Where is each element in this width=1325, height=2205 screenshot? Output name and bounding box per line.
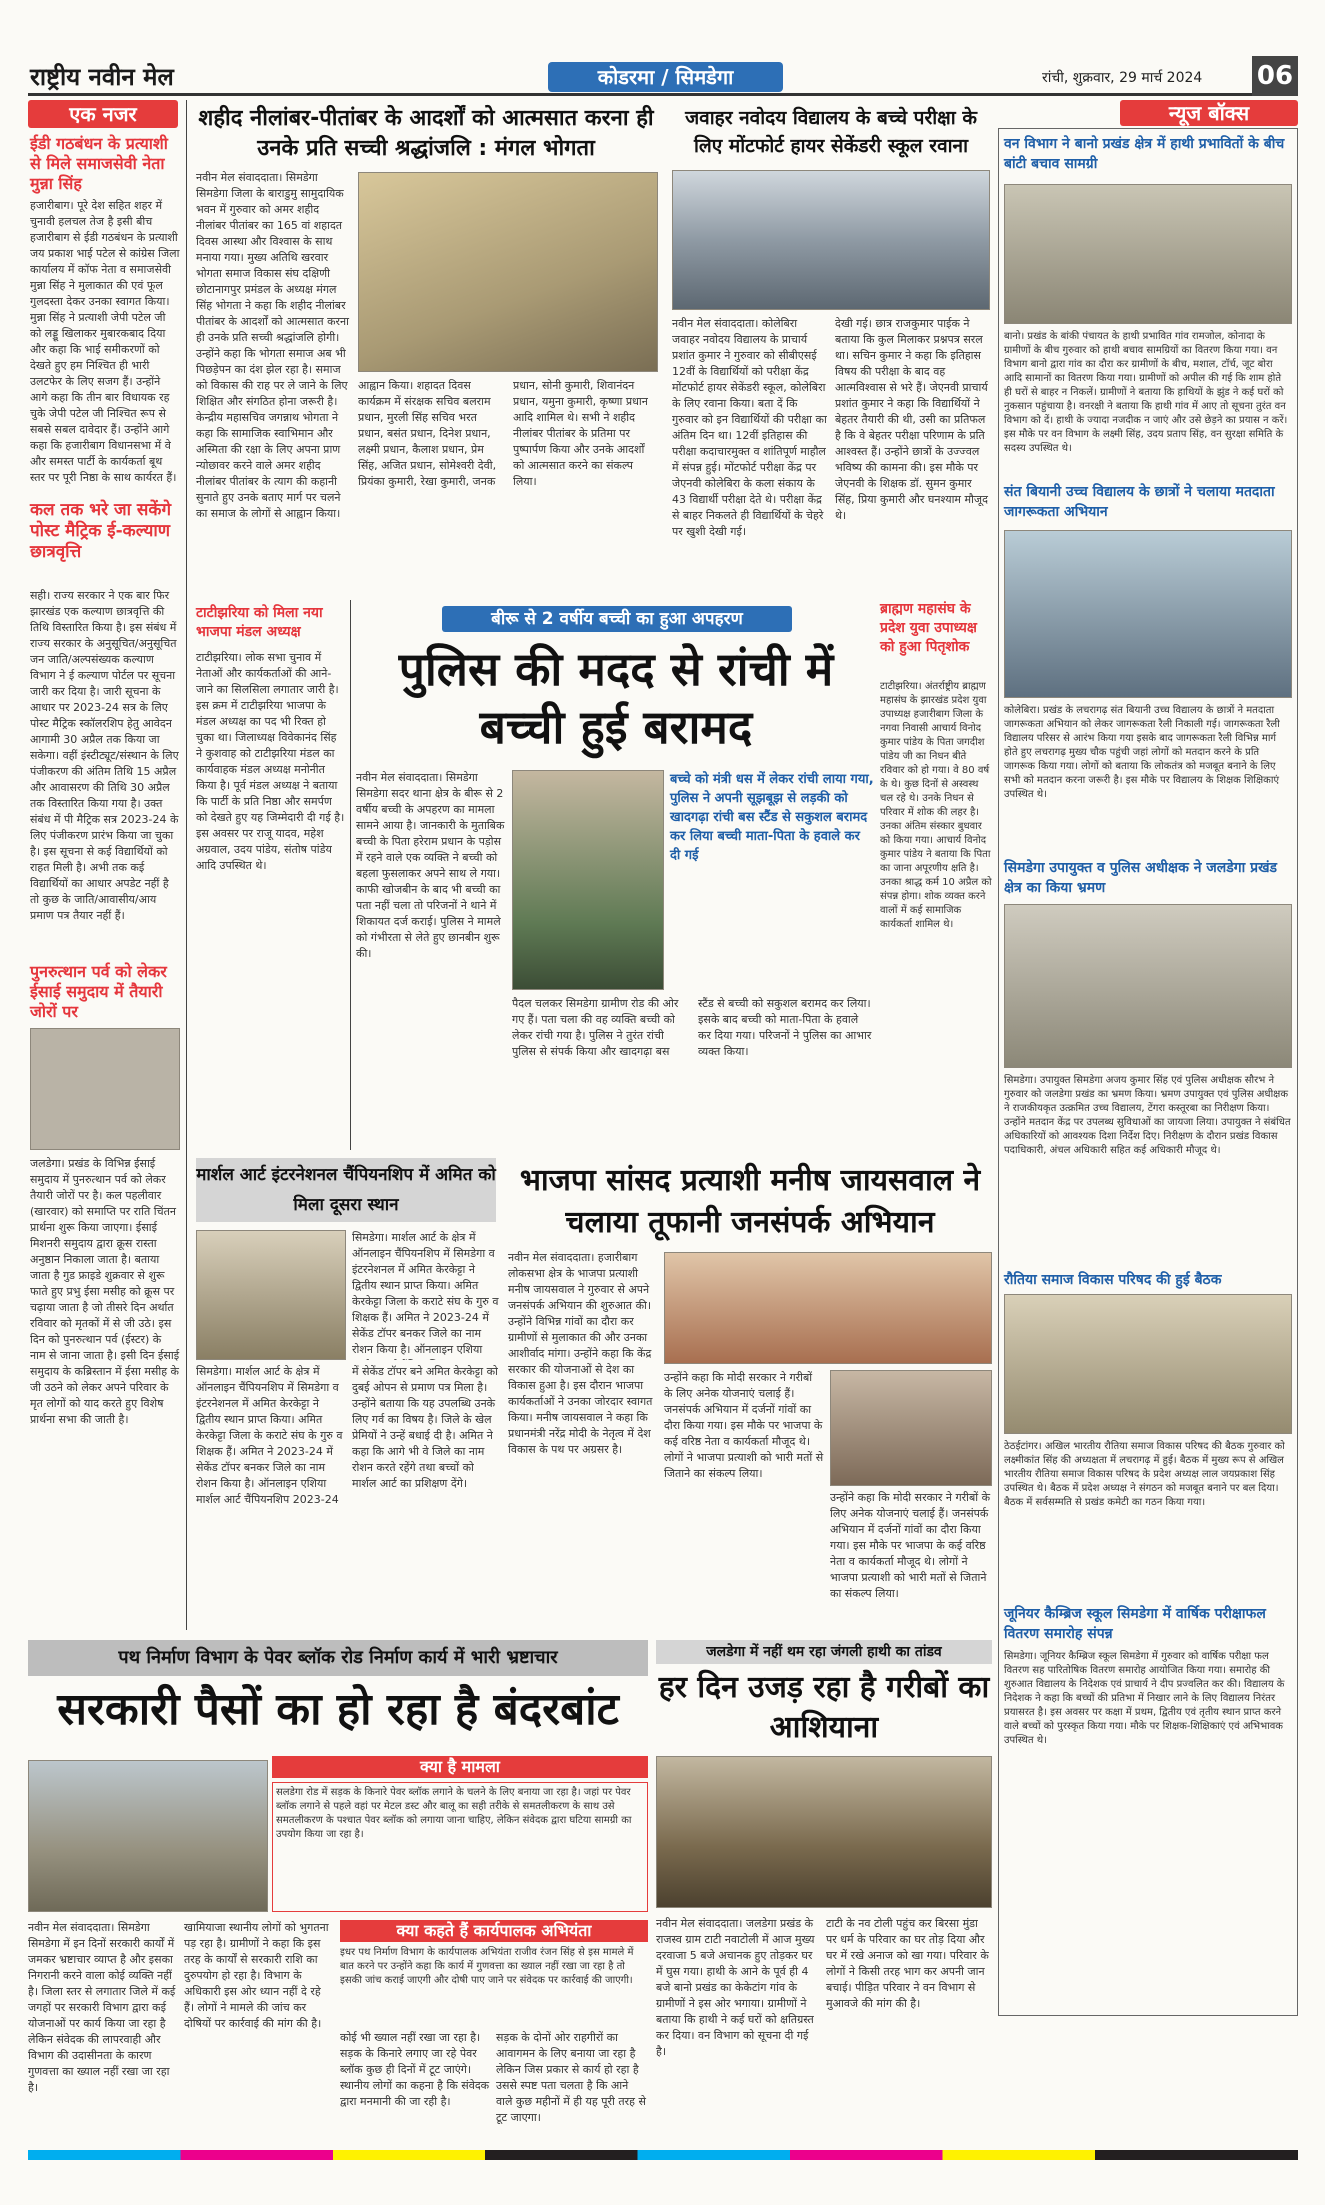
story-body: हजारीबाग। पूरे देश सहित शहर में चुनावी हलचल तेज है इसी बीच हजारीबाग से ईडी गठबंधन के प्रत्याशी जय प्रकाश भाई पटेल से कांग्रेस जिला कार्यालय में कॉफ नेता व समाजसेवी मुन्ना सिंह ने मुलाकात की एवं फूल गुलदस्ता देकर उनका स्वागत किया। मुन्ना सिंह ने प्रत्याशी जेपी पटेल जी को लड्डू खिलाकर मुबारकबाद दिया और कहा कि भाई समीकरणों को देखते हुए हम निश्चित ही भारी उलटफेर के लिए सजग हैं। उन्होंने आगे कहा कि तीन बार विधायक रह चुके जेपी पटेल जी निश्चित रूप से सबसे सबल दावेदार हैं। उन्होंने आगे कहा कि हजारीबाग विधानसभा में वे और समस्त पार्टी के कार्यकर्ता बूथ स्तर पर पूरी निष्ठा के साथ कार्यरत हैं। — [30, 199, 180, 484]
kya-hai-mamla-body: सलडेगा रोड में सड़क के किनारे पेवर ब्लॉक लगाने के चलने के लिए बनाया जा रहा है। जहां पर पेवर ब्लॉक लगाने से पहले वहां पर मेटल डस्ट और बालू का सही तरीके से समतलीकरण के साथ उसे समतलीकरण के पश्चात पेवर ब्लॉक को लगाया जाना चाहिए, लेकिन संवेदक द्वारा घटिया सामग्री का उपयोग किया जा रहा है। — [272, 1782, 648, 1912]
column-divider — [186, 100, 187, 1630]
news-box-body: सिमडेगा। जूनियर कैम्ब्रिज स्कूल सिमडेगा में गुरुवार को वार्षिक परीक्षा फल वितरण सह पारितोषिक वितरण समारोह आयोजित किया गया। समारोह की शुरुआत विद्यालय के निदेशक एवं प्राचार्य ने दीप प्रज्वलित कर की। विद्यालय के निदेशक ने कहा कि बच्चों की प्रतिभा में निखार लाने के लिए विद्यालय निरंतर प्रयासरत है। इस अवसर पर कक्षा में प्रथम, द्वितीय एवं तृतीय स्थान प्राप्त करने वाले बच्चों को पुरस्कृत किया गया। मौके पर शिक्षक-शिक्षिकाएं एवं अभिभावक उपस्थित थे। — [1004, 1651, 1285, 1746]
news-box-heading: वन विभाग ने बानो प्रखंड क्षेत्र में हाथी प्रभावितों के बीच बांटी बचाव सामग्री — [1004, 136, 1285, 172]
elephant-headline: हर दिन उजड़ रहा है गरीबों का आशियाना — [658, 1670, 990, 1745]
engineer-quote-label: क्या कहते हैं कार्यपालक अभियंता — [340, 1920, 648, 1942]
abduction-headline: पुलिस की मदद से रांची में बच्ची हुई बरामद — [398, 642, 834, 754]
news-box-heading: जूनियर कैम्ब्रिज स्कूल सिमडेगा में वार्षिक परीक्षाफल वितरण समारोह संपन्न — [1004, 1606, 1266, 1642]
tribute-photo — [358, 172, 658, 372]
bjp-body-continued: उन्होंने कहा कि मोदी सरकार ने गरीबों के लिए अनेक योजनाएं चलाई हैं। जनसंपर्क अभियान में दर्जनों गांवों का दौरा किया गया। इस मौके पर भाजपा के कई वरिष्ठ नेता व कार्यकर्ता मौजूद थे। लोगों ने भाजपा प्रत्याशी को भारी मतों से जिताने का संकल्प लिया। — [830, 1491, 991, 1600]
child-photo — [512, 770, 664, 990]
shahid-headline: शहीद नीलांबर-पीतांबर के आदर्शों को आत्मसात करना ही उनके प्रति सच्ची श्रद्धांजलि : मंगल भोगता — [198, 106, 654, 161]
story-heading: कल तक भरे जा सकेंगे पोस्ट मैट्रिक ई-कल्याण छात्रवृत्ति — [30, 500, 172, 562]
jnv-headline: जवाहर नवोदय विद्यालय के बच्चे परीक्षा के लिए मोंटफोर्ट हायर सेकेंडरी स्कूल रवाना — [685, 107, 977, 157]
news-box-heading: सिमडेगा उपायुक्त व पुलिस अधीक्षक ने जलडेगा प्रखंड क्षेत्र का किया भ्रमण — [1004, 860, 1278, 896]
road-body: नवीन मेल संवाददाता। सिमडेगा सिमडेगा में इन दिनों सरकारी कार्यों में जमकर भ्रष्टाचार व्याप्त है और इसका निगरानी करने वाला कोई व्यक्ति नहीं है। जिला स्तर से लगातार जिले में कई जगहों पर सरकारी विभाग द्वारा कई योजनाओं पर कार्य किया जा रहा है लेकिन संवेदक की लापरवाही और विभाग की उदासीनता के कारण गुणवत्ता का ख्याल नहीं रखा जा रहा है। — [28, 1921, 176, 2094]
section-label: कोडरमा / सिमडेगा — [548, 62, 783, 92]
damaged-house-photo — [656, 1756, 992, 1908]
road-body-continued: खामियाजा स्थानीय लोगों को भुगतना पड़ रहा है। ग्रामीणों ने कहा कि इस तरह के कार्यों से सरकारी राशि का दुरुपयोग हो रहा है। विभाग के अधिकारी इस ओर ध्यान नहीं दे रहे हैं। लोगों ने मामले की जांच कर दोषियों पर कार्रवाई की मांग की है। — [184, 1921, 329, 2030]
news-box-heading: रौतिया समाज विकास परिषद की हुई बैठक — [1004, 1272, 1222, 1288]
shahid-body-continued: आह्वान किया। शहादत दिवस कार्यक्रम में संरक्षक सचिव बलराम प्रधान, मुरली सिंह सचिव भरत प्रधान, बसंत प्रधान, दिनेश प्रधान, लक्ष्मी प्रधान, कैलाश प्रधान, प्रेम सिंह, अजित प्रधान, सोमेश्वरी देवी, प्रियंका कुमारी, रेखा कुमारी, जनक प्रधान, सोनी कुमारी, शिवानंदन प्रधान, यमुना कुमारी, कृष्णा प्रधान आदि शामिल थे। सभी ने शहीद नीलांबर पीतांबर के प्रतिमा पर पुष्पार्पण किया और उनके आदर्शों को आत्मसात करने का संकल्प लिया। — [358, 379, 648, 488]
pull-quote: बच्चे को मंत्री धस में लेकर रांची लाया गया, पुलिस ने अपनी सूझबूझ से लड़की को खादगढ़ा रांची बस स्टैंड से सकुशल बरामद कर लिया बच्ची माता-पिता के हवाले कर दी गई — [670, 772, 874, 863]
bjp-body-continued: उन्होंने कहा कि मोदी सरकार ने गरीबों के लिए अनेक योजनाएं चलाई हैं। जनसंपर्क अभियान में दर्जनों गांवों का दौरा किया गया। इस मौके पर भाजपा के कई वरिष्ठ नेता व कार्यकर्ता मौजूद थे। लोगों ने भाजपा प्रत्याशी को भारी मतों से जिताने का संकल्प लिया। — [664, 1371, 824, 1480]
abduction-body-continued: पैदल चलकर सिमडेगा ग्रामीण रोड की ओर गए हैं। पता चला की वह व्यक्ति बच्ची को लेकर रांची गया है। पुलिस ने तुरंत रांची पुलिस से संपर्क किया और खादगढ़ा बस स्टैंड से बच्ची को सकुशल बरामद कर लिया। इसके बाद बच्ची को माता-पिता के हवाले कर दिया गया। परिजनों ने पुलिस का आभार व्यक्त किया। — [512, 997, 872, 1058]
jnv-body: नवीन मेल संवाददाता। कोलेबिरा जवाहर नवोदय विद्यालय के प्राचार्य प्रशांत कुमार ने गुरुवार को सीबीएसई 12वीं के विद्यार्थियों को परीक्षा केंद्र मोंटफोर्ट हायर सेकेंडरी स्कूल, कोलेबिरा के लिए रवाना किया। बता दें कि गुरुवार को इन विद्यार्थियों की परीक्षा का अंतिम दिन था। 12वीं इतिहास की परीक्षा कदाचारमुक्त व शांतिपूर्ण माहौल में संपन्न हुई। मोंटफोर्ट परीक्षा केंद्र पर जेएनवी कोलेबिरा के कला संकाय के 43 विद्यार्थी परीक्षा देते थे। परीक्षा केंद्र से बाहर निकलते ही विद्यार्थियों के चेहरे पर खुशी देखी गई। — [672, 317, 827, 538]
meeting-photo — [1004, 1294, 1292, 1434]
road-headline: सरकारी पैसों का हो रहा है बंदरबांट — [57, 1684, 619, 1735]
jnv-body-continued: देखी गई। छात्र राजकुमार पाईक ने बताया कि कुल मिलाकर प्रश्नपत्र सरल था। सचिन कुमार ने कहा कि इतिहास विषय की परीक्षा के बाद वह आत्मविश्वास से भरे हैं। जेएनवी प्राचार्य प्रशांत कुमार ने कहा कि विद्यार्थियों ने बेहतर तैयारी की थी, उसी का प्रतिफल है कि वे बेहतर परीक्षा परिणाम के प्रति आश्वस्त हैं। उन्होंने छात्रों के उज्ज्वल भविष्य की कामना की। इस मौके पर जेएनवी के शिक्षक डॉ. सुमन कुमार सिंह, प्रिया कुमारी और घनश्याम मौजूद थे। — [835, 317, 988, 522]
print-color-strip — [28, 2150, 1298, 2160]
easter-procession-photo — [30, 1028, 180, 1150]
elephant-body: नवीन मेल संवाददाता। जलडेगा प्रखंड के राजस्व ग्राम टाटी नवाटोली में आज मुख्य दरवाजा 5 बजे अचानक हुए तोड़कर घर में घुस गया। हाथी के आने के पूर्व ही 4 बजे बानो प्रखंड का केकेटांग गांव के ग्रामीणों ने इस ओर भगाया। ग्रामीणों ने बताया कि हाथी ने कई घरों को क्षतिग्रस्त कर दिया। वन विभाग को सूचना दी गई है। — [656, 1917, 815, 2058]
story-heading: ब्राह्मण महासंघ के प्रदेश युवा उपाध्यक्ष को हुआ पितृशोक — [880, 601, 977, 655]
paver-road-photo — [28, 1760, 268, 1912]
martial-headline: मार्शल आर्ट इंटरनेशनल चैंपियनशिप में अमित को मिला दूसरा स्थान — [196, 1165, 496, 1215]
campaign-photo-2 — [830, 1370, 992, 1486]
news-box-body: ठेठईटांगर। अखिल भारतीय रौतिया समाज विकास परिषद की बैठक गुरुवार को लक्ष्मीकांत सिंह की अध्यक्षता में लचरागढ़ में हुई। बैठक में मुख्य रूप से अखिल भारतीय रौतिया समाज विकास परिषद के प्रदेश अध्यक्ष लाल जयप्रकाश सिंह उपस्थित थे। बैठक में प्रदेश अध्यक्ष ने संगठन को मजबूत बनाने पर बल दिया। बैठक में सर्वसम्मति से प्रखंड कमेटी का गठन किया गया। — [1004, 1441, 1285, 1508]
abduction-body: नवीन मेल संवाददाता। सिमडेगा सिमडेगा सदर थाना क्षेत्र के बीरू से 2 वर्षीय बच्ची के अपहरण का मामला सामने आया है। जानकारी के मुताबिक बच्ची के पिता हरेराम प्रधान के पड़ोस में रहने वाले एक व्यक्ति ने बच्ची को बहला फुसलाकर अपने साथ ले गया। काफी खोजबीन के बाद भी बच्ची का पता नहीं चला तो परिजनों ने थाने में शिकायत दर्ज कराई। पुलिस ने मामले को गंभीरता से लेते हुए छानबीन शुरू की। — [356, 771, 505, 960]
page-number: 06 — [1252, 56, 1298, 96]
forest-dept-photo — [1004, 184, 1292, 324]
story-body: टाटीझरिया। अंतर्राष्ट्रीय ब्राह्मण महासंघ के झारखंड प्रदेश युवा उपाध्यक्ष हजारीबाग जिला के नगवा निवासी आचार्य विनोद कुमार पांडेय के पिता जगदीश पांडेय जी का निधन बीते रविवार को हो गया। वे 80 वर्ष के थे। कुछ दिनों से अस्वस्थ चल रहे थे। उनके निधन से परिवार में शोक की लहर है। उनका अंतिम संस्कार बुधवार को किया गया। आचार्य विनोद कुमार पांडेय ने बताया कि पिता का जाना अपूरणीय क्षति है। उनका श्राद्ध कर्म 10 अप्रैल को संपन्न होगा। शोक व्यक्त करने वालों में कई सामाजिक कार्यकर्ता शामिल थे। — [880, 681, 992, 930]
news-box-body: कोलेबिरा। प्रखंड के लचरागढ़ संत बियानी उच्च विद्यालय के छात्रों ने मतदाता जागरूकता अभियान को लेकर जागरूकता रैली निकाली गई। जागरूकता रैली विद्यालय परिसर से आरंभ किया गया इसके बाद जागरूकता रैली विभिन्न मार्ग होते हुए लचरागढ़ मुख्य चौक पहुंची जहां लोगों को मतदान करने के प्रति जागरूक किया गया। लोगों को बताया कि लोकतंत्र को मजबूत बनाने के लिए सभी को मतदान करना जरूरी है। इस मौके पर विद्यालय के शिक्षक शिक्षिकाएं उपस्थित थे। — [1004, 705, 1280, 800]
story-heading: ईडी गठबंधन के प्रत्याशी से मिले समाजसेवी नेता मुन्ना सिंह — [30, 134, 168, 193]
bjp-body: नवीन मेल संवाददाता। हजारीबाग लोकसभा क्षेत्र के भाजपा प्रत्याशी मनीष जायसवाल ने गुरुवार से अपने जनसंपर्क अभियान की शुरुआत की। उन्होंने विभिन्न गांवों का दौरा कर ग्रामीणों से मुलाकात की और उनका आशीर्वाद मांगा। उन्होंने कहा कि केंद्र सरकार की योजनाओं से देश का विकास हुआ है। इस दौरान भाजपा कार्यकर्ताओं ने उनका जोरदार स्वागत किया। मनीष जायसवाल ने कहा कि प्रधानमंत्री नरेंद्र मोदी के नेतृत्व में देश विकास के पथ पर अग्रसर है। — [508, 1251, 653, 1456]
ek-najar-header: एक नजर — [28, 100, 178, 128]
column-divider — [350, 600, 351, 1150]
elephant-kicker: जलडेगा में नहीं थम रहा जंगली हाथी का तांडव — [656, 1640, 992, 1664]
campaign-photo-1 — [664, 1252, 992, 1364]
elephant-body-continued: टाटी के नव टोली पहुंच कर बिरसा मुंडा पर धर्म के परिवार का घर तोड़ दिया और घर में रखे अनाज को खा गया। परिवार के लोगों ने किसी तरह भाग कर अपनी जान बचाई। पीड़ित परिवार ने वन विभाग से मुआवजे की मांग की है। — [826, 1917, 989, 2010]
students-group-photo — [672, 170, 990, 310]
story-body: सही। राज्य सरकार ने एक बार फिर झारखंड एक कल्याण छात्रवृत्ति की तिथि विस्तारित किया है। इस संबंध में राज्य सरकार के अनुसूचित/अनुसूचित जन जाति/अल्पसंख्यक कल्याण विभाग ने ई कल्याण पोर्टल पर सूचना जारी कर दिया है। जारी सूचना के आधार पर 2023-24 सत्र के लिए पोस्ट मैट्रिक स्कॉलरशिप हेतु आवेदन आगामी 30 अप्रैल तक किया जा सकेगा। वहीं इंस्टीट्यूट/संस्थान के लिए पंजीकरण की अंतिम तिथि 15 अप्रैल और आवासरण की तिथि 30 अप्रैल तक विस्तारित किया गया है। उक्त संबंध में पी मैट्रिक सत्र 2023-24 के लिए पंजीकरण प्रारंभ किया जा चुका है। इस सूचना से कई विद्यार्थियों को राहत मिली है। अभी तक कई विद्यार्थियों का आधार अपडेट नहीं है तो कुछ के जाति/आवासीय/आय प्रमाण पत्र तैयार नहीं हैं। — [30, 589, 179, 922]
martial-body: सिमडेगा। मार्शल आर्ट के क्षेत्र में ऑनलाइन चैंपियनशिप में सिमडेगा व इंटरनेशनल में अमित केरकेट्टा ने द्वितीय स्थान प्राप्त किया। अमित केरकेट्टा जिला के कराटे संघ के गुरु व शिक्षक हैं। अमित ने 2023-24 में सेकेंड टॉपर बनकर जिले का नाम रोशन किया है। ऑनलाइन एशिया — [352, 1231, 499, 1356]
news-box-body: बानो। प्रखंड के बांकी पंचायत के हाथी प्रभावित गांव रामजोल, कोनादा के ग्रामीणों के बीच गुरुवार को हाथी बचाव सामग्रियों का वितरण किया गया। वन विभाग बानो द्वारा गांव का दौरा कर ग्रामीणों के बीच, मशाल, टॉर्च, जूट बोरा आदि सामानों का वितरण किया गया। ग्रामीणों को अपील की गई कि शाम होते ही घरों से बाहर न निकलें। ग्रामीणों ने बताया कि हाथियों के झुंड ने कई घरों को नुकसान पहुंचाया है। वनरक्षी ने बताया कि हाथी गांव में आए तो सूचना तुरंत वन विभाग को दें। हाथी के ज्यादा नजदीक न जाएं और उसे छेड़ने का प्रयास न करें। इस मौके पर वन विभाग के लक्ष्मी सिंह, उदय प्रताप सिंह, वन सुरक्षा समिति के सदस्य उपस्थित थे। — [1004, 331, 1288, 454]
engineer-quote-body: इधर पथ निर्माण विभाग के कार्यपालक अभियंता राजीव रंजन सिंह से इस मामले में बात करने पर उन्होंने कहा कि कार्य में गुणवत्ता का ख्याल नहीं रखा जा रहा है तो इसकी जांच कराई जाएगी और दोषी पाए जाने पर संवेदक पर कार्रवाई की जाएगी। — [340, 1947, 634, 1986]
voter-rally-photo — [1004, 530, 1292, 698]
road-kicker: पथ निर्माण विभाग के पेवर ब्लॉक रोड निर्माण कार्य में भारी भ्रष्टाचार — [28, 1640, 648, 1676]
road-body-continued: कोई भी ख्याल नहीं रखा जा रहा है। सड़क के किनारे लगाए जा रहे पेवर ब्लॉक कुछ ही दिनों में टूट जाएंगे। स्थानीय लोगों का कहना है कि संवेदक द्वारा मनमानी की जा रही है। — [340, 2031, 490, 2108]
bjp-headline: भाजपा सांसद प्रत्याशी मनीष जायसवाल ने चलाया तूफानी जनसंपर्क अभियान — [519, 1163, 981, 1240]
martial-arts-photo — [196, 1230, 346, 1360]
martial-body-continued: सिमडेगा। मार्शल आर्ट के क्षेत्र में ऑनलाइन चैंपियनशिप में सिमडेगा व इंटरनेशनल में अमित केरकेट्टा ने द्वितीय स्थान प्राप्त किया। अमित केरकेट्टा जिला के कराटे संघ के गुरु व शिक्षक हैं। अमित ने 2023-24 में सेकेंड टॉपर बनकर जिले का नाम रोशन किया है। ऑनलाइन एशिया मार्शल आर्ट चैंपियनशिप 2023-24 में सेकेंड टॉपर बने अमित केरकेट्टा को दुबई ओपन से प्रमाण पत्र मिला है। उन्होंने बताया कि यह उपलब्धि उनके लिए गर्व का विषय है। जिले के खेल प्रेमियों ने उन्हें बधाई दी है। अमित ने कहा कि आगे भी वे जिले का नाम रोशन करते रहेंगे तथा बच्चों को मार्शल आर्ट का प्रशिक्षण देंगे। — [196, 1365, 498, 1506]
road-body-continued: सड़क के दोनों ओर राहगीरों का आवागमन के लिए बनाया जा रहा है लेकिन जिस प्रकार से कार्य हो रहा है उससे स्पष्ट पता चलता है कि आने वाले कुछ महीनों में ही यह पूरी तरह से टूट जाएगा। — [496, 2031, 646, 2124]
news-box-heading: संत बियानी उच्च विद्यालय के छात्रों ने चलाया मतदाता जागरूकता अभियान — [1004, 484, 1275, 520]
story-body: टाटीझरिया। लोक सभा चुनाव में नेताओं और कार्यकर्ताओं की आने-जाने का सिलसिला लगातार जारी है। इस क्रम में टाटीझरिया भाजपा के मंडल अध्यक्ष का पद भी रिक्त हो चुका था। जिलाध्यक्ष विवेकानंद सिंह ने कुशवाह को टाटीझरिया मंडल का कार्यवाहक मंडल अध्यक्ष मनोनीत किया है। पूर्व मंडल अध्यक्ष ने बताया कि पार्टी के प्रति निष्ठा और समर्पण को देखते हुए यह जिम्मेदारी दी गई है। इस अवसर पर राजू यादव, महेश अग्रवाल, उदय पांडेय, संतोष पांडेय आदि उपस्थित थे। — [196, 651, 345, 872]
abduction-kicker: बीरू से 2 वर्षीय बच्ची का हुआ अपहरण — [442, 606, 792, 632]
story-heading: पुनरुत्थान पर्व को लेकर ईसाई समुदाय में तैयारी जोरों पर — [30, 962, 167, 1021]
issue-date: रांची, शुक्रवार, 29 मार्च 2024 — [1042, 70, 1203, 86]
story-body: जलडेगा। प्रखंड के विभिन्न ईसाई समुदाय में पुनरुत्थान पर्व को लेकर तैयारी जोरों पर है। कल पहलीवार (खारवार) को समाप्ति पर राति चिंतन प्रार्थना शुरू किया जाएगा। ईसाई मिशनरी समुदाय द्वारा क्रूस रास्ता अनुष्ठान निकाला जाता है। बताया जाता है गुड फ्राइडे शुक्रवार से शुरू फाते हुए प्रभु ईसा मसीह को क्रूस पर चढ़ाया जाता है जो तीसरे दिन अर्थात रविवार को मृतकों में से जी उठे। इस दिन को पुनरुत्थान पर्व (ईस्टर) के नाम से जाना जाता है। इसी दिन ईसाई समुदाय के कब्रिस्तान में ईसा मसीह के जी उठने को लेकर अपने परिवार के मृत लोगों को याद करते हुए विशेष प्रार्थना सभा की जाती है। — [30, 1157, 180, 1426]
kya-hai-mamla-label: क्या है मामला — [272, 1756, 648, 1778]
inspection-photo — [1004, 904, 1292, 1068]
news-box-header: न्यूज बॉक्स — [1120, 100, 1298, 126]
news-box-body: सिमडेगा। उपायुक्त सिमडेगा अजय कुमार सिंह एवं पुलिस अधीक्षक सौरभ ने गुरुवार को जलडेगा प्रखंड का भ्रमण किया। भ्रमण उपायुक्त एवं पुलिस अधीक्षक ने राजकीयकृत उत्क्रमित उच्च विद्यालय, टेंगरा कस्तूरबा का निरीक्षण किया। उन्होंने मतदान केंद्र पर उपलब्ध सुविधाओं का जायजा लिया। उपायुक्त ने संबंधित अधिकारियों को आवश्यक दिशा निर्देश दिए। निरीक्षण के दौरान प्रखंड विकास पदाधिकारी, अंचल अधिकारी सहित कई अधिकारी मौजूद थे। — [1004, 1075, 1291, 1156]
newspaper-logo: राष्ट्रीय नवीन मेल — [30, 63, 174, 91]
story-heading: टाटीझरिया को मिला नया भाजपा मंडल अध्यक्ष — [196, 605, 323, 640]
shahid-body: नवीन मेल संवाददाता। सिमडेगा सिमडेगा जिला के बाराडुमु सामुदायिक भवन में गुरुवार को अमर शहीद नीलांबर पीतांबर का 165 वां शहादत दिवस आस्था और विश्वास के साथ मनाया गया। मुख्य अतिथि खरवार भोगता समाज विकास संघ दक्षिणी छोटानागपुर प्रमंडल के अध्यक्ष मंगल सिंह भोगता ने कहा कि शहीद नीलांबर पीतांबर के आदर्शों को आत्मसात करना ही उनके प्रति सच्ची श्रद्धांजलि होगी। उन्होंने कहा कि भोगता समाज अब भी पिछड़ेपन का दंश झेल रहा है। समाज को विकास की राह पर ले जाने के लिए शिक्षित और संगठित होना जरूरी है। केन्द्रीय महासचिव जगन्नाथ भोगता ने कहा कि सामाजिक स्वाभिमान और अस्मिता की रक्षा के लिए अपना प्राण न्योछावर करने वाले अमर शहीद नीलांबर पीतांबर के त्याग की कहानी सुनाते हुए उनके बताए मार्ग पर चलने का समाज के लोगों से आह्वान किया। — [196, 171, 350, 520]
